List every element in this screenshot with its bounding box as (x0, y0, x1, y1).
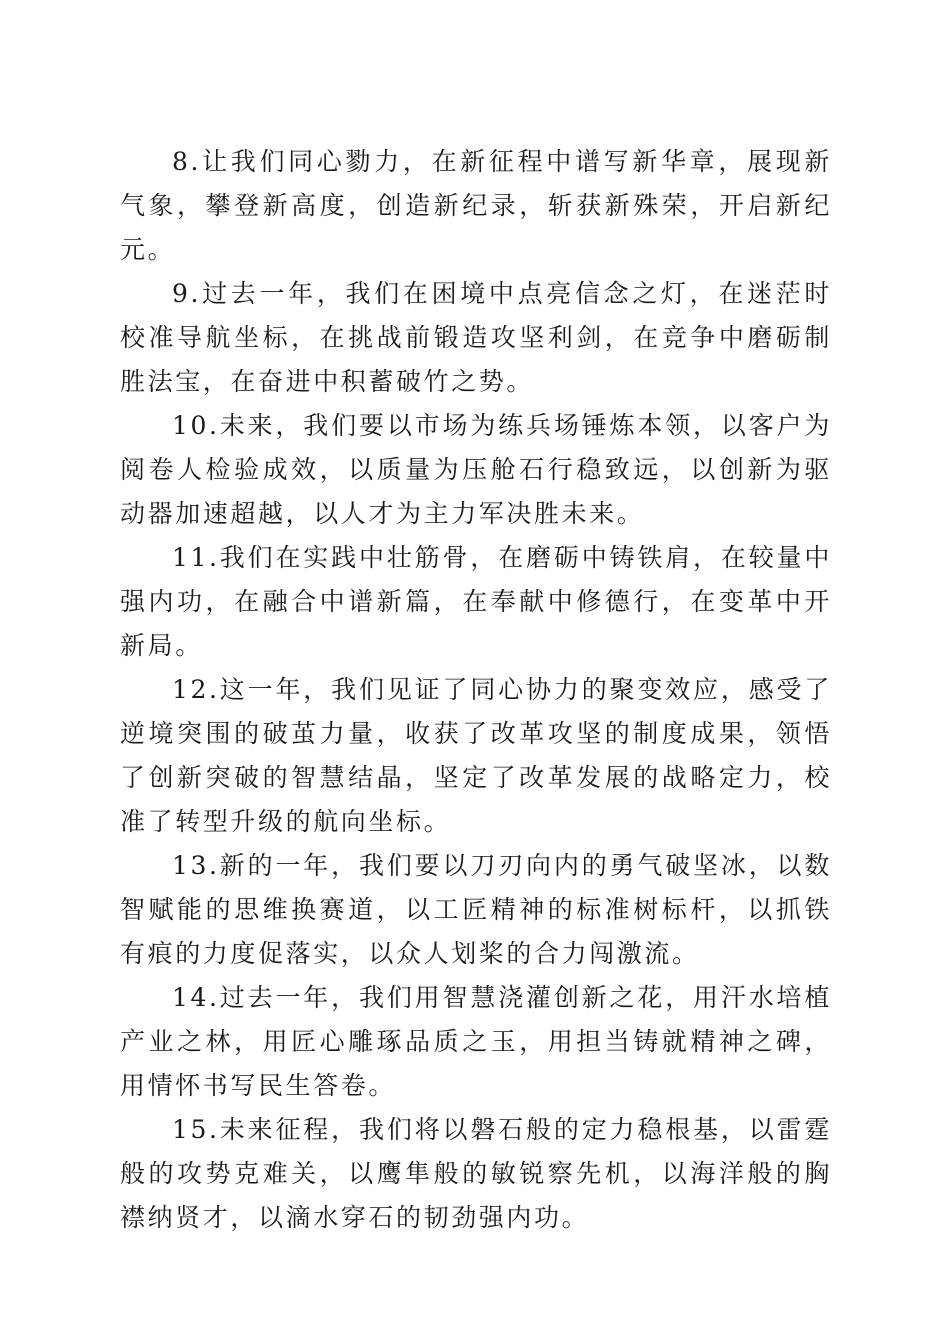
paragraph-15: 15.未来征程，我们将以磐石般的定力稳根基，以雷霆般的攻势克难关，以鹰隼般的敏锐察先机，以海洋般的胸襟纳贤才，以滴水穿石的韧劲强内功。 (120, 1115, 832, 1232)
paragraph-12: 12.这一年，我们见证了同心协力的聚变效应，感受了逆境突围的破茧力量，收获了改革攻坚的制度成果，领悟了创新突破的智慧结晶，坚定了改革发展的战略定力，校准了转型升级的航向坐标。 (120, 675, 832, 836)
paragraph-13: 13.新的一年，我们要以刀刃向内的勇气破坚冰，以数智赋能的思维换赛道，以工匠精神的标准树标杆，以抓铁有痕的力度促落实，以众人划桨的合力闯激流。 (120, 851, 832, 968)
document-body (120, 140, 832, 1240)
paragraph-8: 8.让我们同心勠力，在新征程中谱写新华章，展现新气象，攀登新高度，创造新纪录，斩获新殊荣，开启新纪元。 (120, 147, 832, 264)
paragraph-11: 11.我们在实践中壮筋骨，在磨砺中铸铁肩，在较量中强内功，在融合中谱新篇，在奉献中修德行，在变革中开新局。 (120, 543, 832, 660)
paragraph-10: 10.未来，我们要以市场为练兵场锤炼本领，以客户为阅卷人检验成效，以质量为压舱石行稳致远，以创新为驱动器加速超越，以人才为主力军决胜未来。 (120, 411, 832, 528)
paragraph-14: 14.过去一年，我们用智慧浇灌创新之花，用汗水培植产业之林，用匠心雕琢品质之玉，用担当铸就精神之碑，用情怀书写民生答卷。 (120, 983, 832, 1100)
paragraph-9: 9.过去一年，我们在困境中点亮信念之灯，在迷茫时校准导航坐标，在挑战前锻造攻坚利剑，在竞争中磨砺制胜法宝，在奋进中积蓄破竹之势。 (120, 279, 832, 396)
